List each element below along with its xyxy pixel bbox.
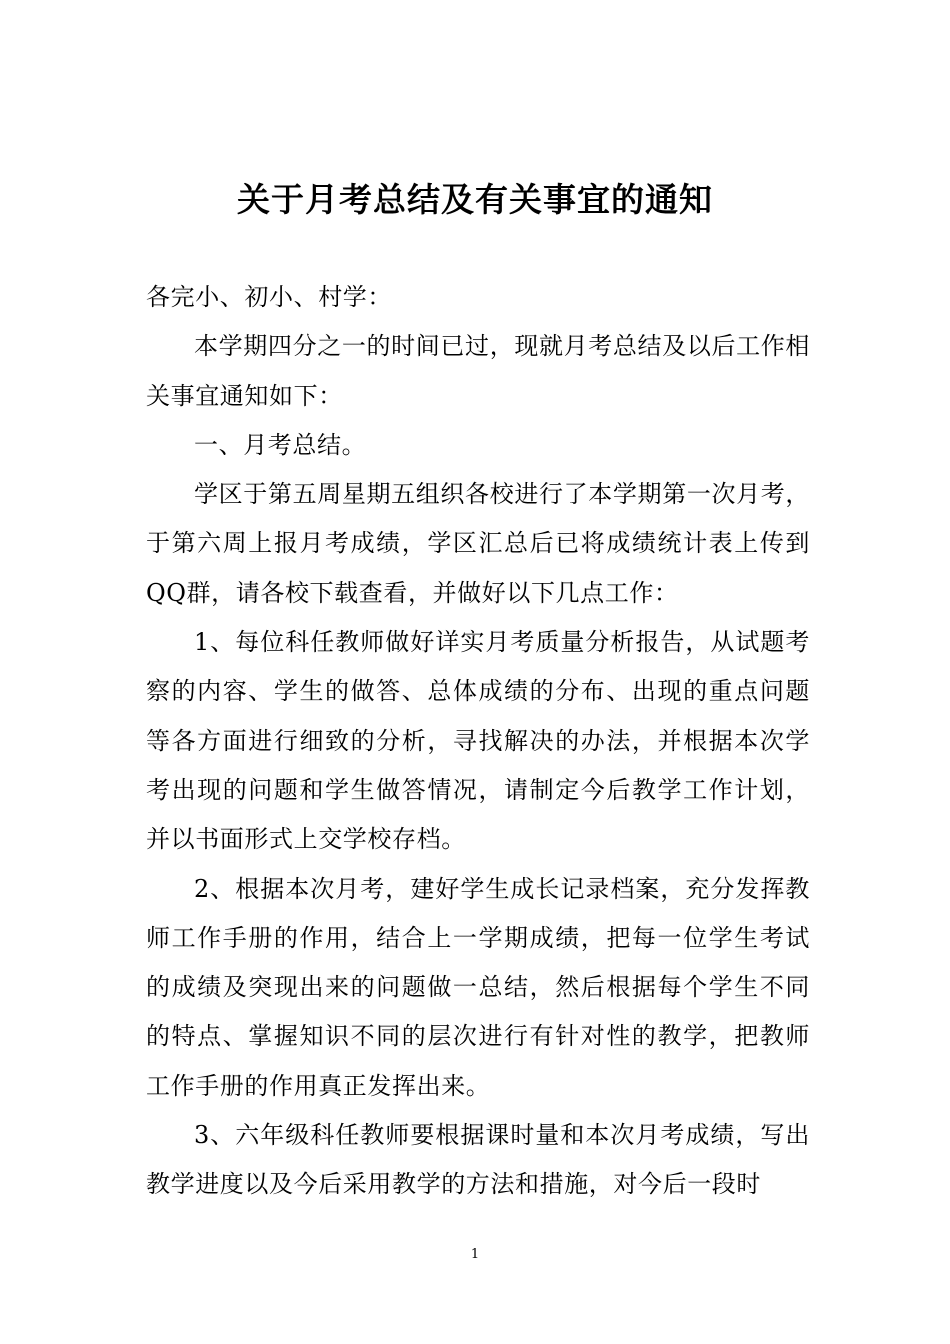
document-title: 关于月考总结及有关事宜的通知	[237, 180, 713, 219]
document-body	[146, 273, 810, 1210]
list-item-2: 2、根据本次月考，建好学生成长记录档案，充分发挥教师工作手册的作用，结合上一学期成绩，把每一位学生考试的成绩及突现出来的问题做一总结，然后根据每个学生不同的特点、掌握知识不同的层次进行有针对性的教学，把教师工作手册的作用真正发挥出来。	[146, 874, 810, 1100]
salutation: 各完小、初小、村学：	[146, 283, 392, 311]
list-item-1: 1、每位科任教师做好详实月考质量分析报告，从试题考察的内容、学生的做答、总体成绩的分布、出现的重点问题等各方面进行细致的分析，寻找解决的办法，并根据本次学考出现的问题和学生做答情况，请制定今后教学工作计划，并以书面形式上交学校存档。	[146, 628, 810, 854]
section-heading: 一、月考总结。	[194, 430, 367, 459]
intro-paragraph: 本学期四分之一的时间已过，现就月考总结及以后工作相关事宜通知如下：	[146, 332, 810, 410]
page-number: 1	[470, 1247, 480, 1262]
body-paragraph: 学区于第五周星期五组织各校进行了本学期第一次月考，于第六周上报月考成绩，学区汇总后已将成绩统计表上传到QQ群，请各校下载查看，并做好以下几点工作：	[146, 480, 810, 607]
list-item-3: 3、六年级科任教师要根据课时量和本次月考成绩，写出教学进度以及今后采用教学的方法和措施，对今后一段时	[146, 1121, 810, 1199]
